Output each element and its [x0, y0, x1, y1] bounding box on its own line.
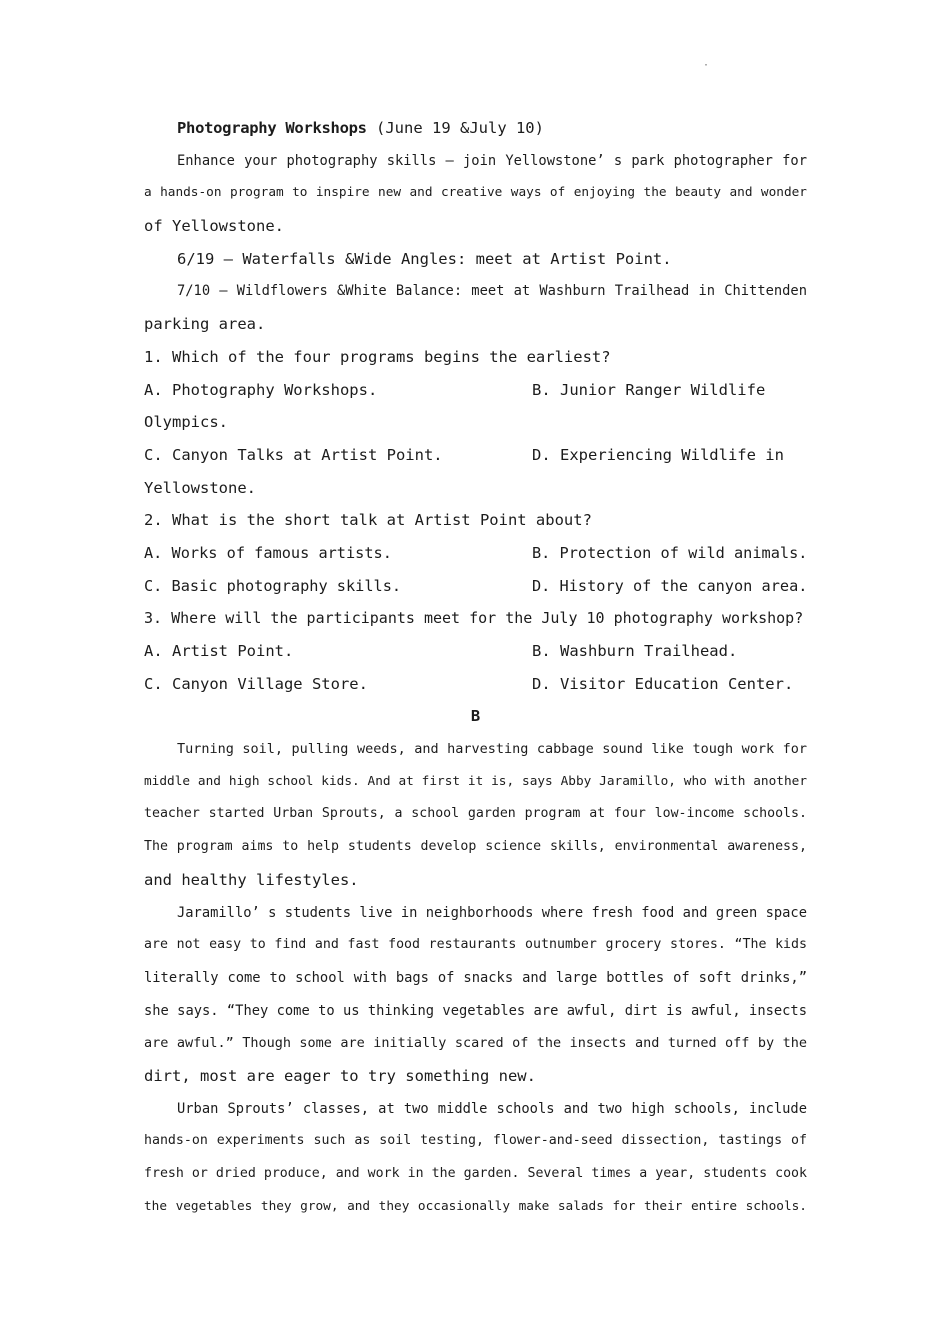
section-b-heading: B: [470, 707, 481, 726]
workshop-session-2-line: parking area.: [144, 315, 266, 334]
passage-line: Jaramillo’ s students live in neighborhoods where fresh food and green space: [177, 904, 807, 921]
passage-line: teacher started Urban Sprouts, a school garden program at four low-income schools.: [144, 806, 807, 822]
question-3-options-ab: [144, 635, 807, 668]
passage-line: middle and high school kids. And at first it is, says Abby Jaramillo, who with another: [144, 773, 807, 789]
question-1-stem: 1. Which of the four programs begins the earliest?: [144, 347, 611, 366]
question-1-options-ab: [144, 374, 807, 407]
option-d: D. Experiencing Wildlife in: [532, 445, 784, 464]
passage-line: and healthy lifestyles.: [144, 870, 359, 889]
passage-line: are awful.” Though some are initially scared of the insects and turned off by the: [144, 1035, 807, 1052]
option-d-wrap: Yellowstone.: [144, 478, 256, 497]
passage-line: are not easy to find and fast food restaurants outnumber grocery stores. “The kids: [144, 937, 807, 953]
passage-line: dirt, most are eager to try something new.: [144, 1066, 536, 1085]
workshop-session-1: 6/19 — Waterfalls &Wide Angles: meet at Artist Point.: [177, 249, 672, 268]
question-2-options-ab: [144, 537, 807, 570]
option-d: D. History of the canyon area.: [532, 576, 807, 595]
corner-mark: ·: [703, 60, 710, 71]
option-d: D. Visitor Education Center.: [532, 674, 794, 693]
passage-line: fresh or dried produce, and work in the garden. Several times a year, students cook: [144, 1166, 807, 1181]
passage-line: literally come to school with bags of snacks and large bottles of soft drinks,”: [144, 969, 807, 986]
workshop-desc-line: a hands-on program to inspire new and creative ways of enjoying the beauty and wonder: [144, 185, 807, 201]
option-a: A. Artist Point.: [144, 642, 294, 660]
question-3-stem: 3. Where will the participants meet for the July 10 photography workshop?: [144, 609, 804, 628]
option-c: C. Canyon Talks at Artist Point.: [144, 445, 443, 464]
option-b: B. Junior Ranger Wildlife: [532, 380, 766, 399]
question-2-options-cd: [144, 570, 807, 603]
option-b-wrap: Olympics.: [144, 413, 228, 432]
passage-line: Urban Sprouts’ classes, at two middle schools and two high schools, include: [177, 1100, 807, 1117]
document-page: [144, 112, 807, 1223]
option-a: A. Photography Workshops.: [144, 380, 378, 399]
question-3-options-cd: [144, 668, 807, 701]
passage-line: Turning soil, pulling weeds, and harvesting cabbage sound like tough work for: [177, 741, 807, 758]
question-2-stem: 2. What is the short talk at Artist Point about?: [144, 511, 592, 530]
workshop-desc-line: of Yellowstone.: [144, 217, 284, 236]
workshop-dates: (June 19 &July 10): [366, 119, 544, 137]
passage-line: the vegetables they grow, and they occasionally make salads for their entire schools.: [144, 1198, 807, 1214]
option-c: C. Basic photography skills.: [144, 576, 402, 595]
question-1-options-cd: [144, 439, 807, 472]
passage-line: she says. “They come to us thinking vegetables are awful, dirt is awful, insects: [144, 1002, 807, 1019]
workshop-desc-line: Enhance your photography skills — join Yellowstone’ s park photographer for: [177, 152, 807, 169]
passage-line: hands-on experiments such as soil testing, flower-and-seed dissection, tastings of: [144, 1133, 807, 1149]
option-b: B. Protection of wild animals.: [532, 543, 807, 562]
workshop-title: Photography Workshops: [177, 119, 367, 137]
option-c: C. Canyon Village Store.: [144, 674, 368, 693]
option-a: A. Works of famous artists.: [144, 543, 392, 562]
passage-line: The program aims to help students develop science skills, environmental awareness,: [144, 839, 807, 855]
option-b: B. Washburn Trailhead.: [532, 642, 738, 660]
workshop-session-2-line: 7/10 — Wildflowers &White Balance: meet at Washburn Trailhead in Chittenden: [177, 283, 807, 300]
workshop-heading: [144, 112, 807, 145]
